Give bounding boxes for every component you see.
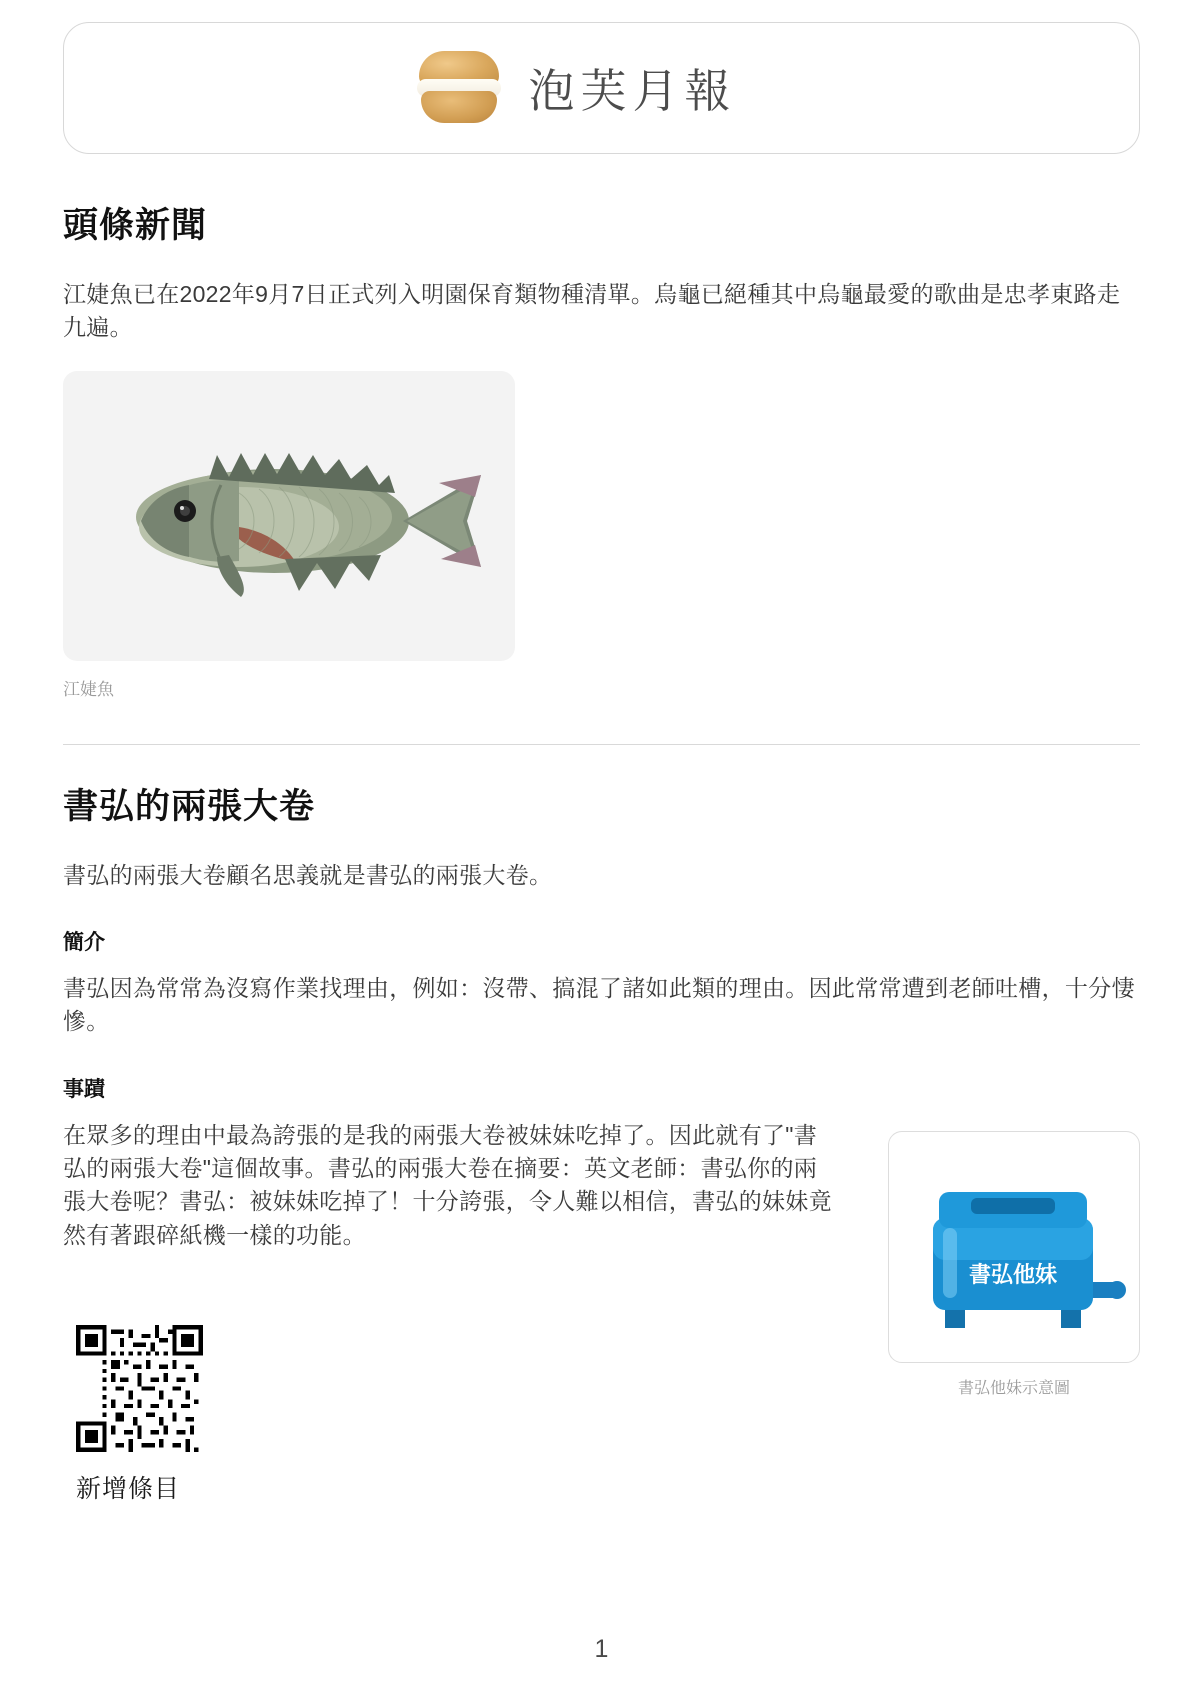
subsection-heading-intro: 簡介 xyxy=(63,931,105,955)
section-title-juan: 書弘的兩張大卷 xyxy=(63,786,316,826)
pencil-sharpener-illustration xyxy=(889,1132,1139,1362)
qr-label: 新增條目 xyxy=(76,1475,181,1503)
figure-caption-sharpener: 書弘他妹示意圖 xyxy=(957,1380,1070,1397)
tilapia-illustration xyxy=(89,449,491,599)
subsection-body-deeds: 在眾多的理由中最為誇張的是我的兩張大卷被妹妹吃掉了。因此就有了"書弘的兩張大卷"這個故事。書弘的兩張大卷在摘要：英文老師：書弘你的兩張大卷呢？書弘：被妹妹吃掉了！十分誇張，令人難以相信，書弘的妹妹竟然有著跟碎紙機一樣的功能。 xyxy=(63,1121,832,1248)
section-body-juan: 書弘的兩張大卷顧名思義就是書弘的兩張大卷。 xyxy=(63,861,553,888)
cream-puff-icon xyxy=(415,51,503,125)
sharpener-label: 書弘他妹 xyxy=(968,1262,1058,1287)
document-content xyxy=(63,180,1140,1503)
section-body-headline: 江婕魚已在2022年9月7日正式列入明園保育類物種清單。烏龜已絕種其中烏龜最愛的歌曲是忠孝東路走九遍。 xyxy=(63,281,1121,341)
figure-fish xyxy=(63,371,515,700)
section-divider xyxy=(63,744,1140,745)
publication-title: 泡芙月報 xyxy=(528,64,737,118)
masthead-banner xyxy=(63,22,1140,154)
masthead-inner xyxy=(415,51,737,125)
fish-image xyxy=(63,371,515,661)
page-number: 1 xyxy=(594,1635,609,1663)
subsection-body-intro: 書弘因為常常為沒寫作業找理由，例如：沒帶、搞混了諸如此類的理由。因此常常遭到老師吐槽，十分悽慘。 xyxy=(63,975,1135,1035)
section-title-headline: 頭條新聞 xyxy=(63,206,208,245)
sharpener-image xyxy=(888,1131,1140,1363)
subsection-heading-deeds: 事蹟 xyxy=(63,1077,105,1101)
qr-code-icon[interactable] xyxy=(76,1325,203,1452)
figure-sharpener xyxy=(888,1131,1140,1398)
qr-block[interactable] xyxy=(76,1325,276,1505)
figure-caption-fish: 江婕魚 xyxy=(63,679,114,699)
